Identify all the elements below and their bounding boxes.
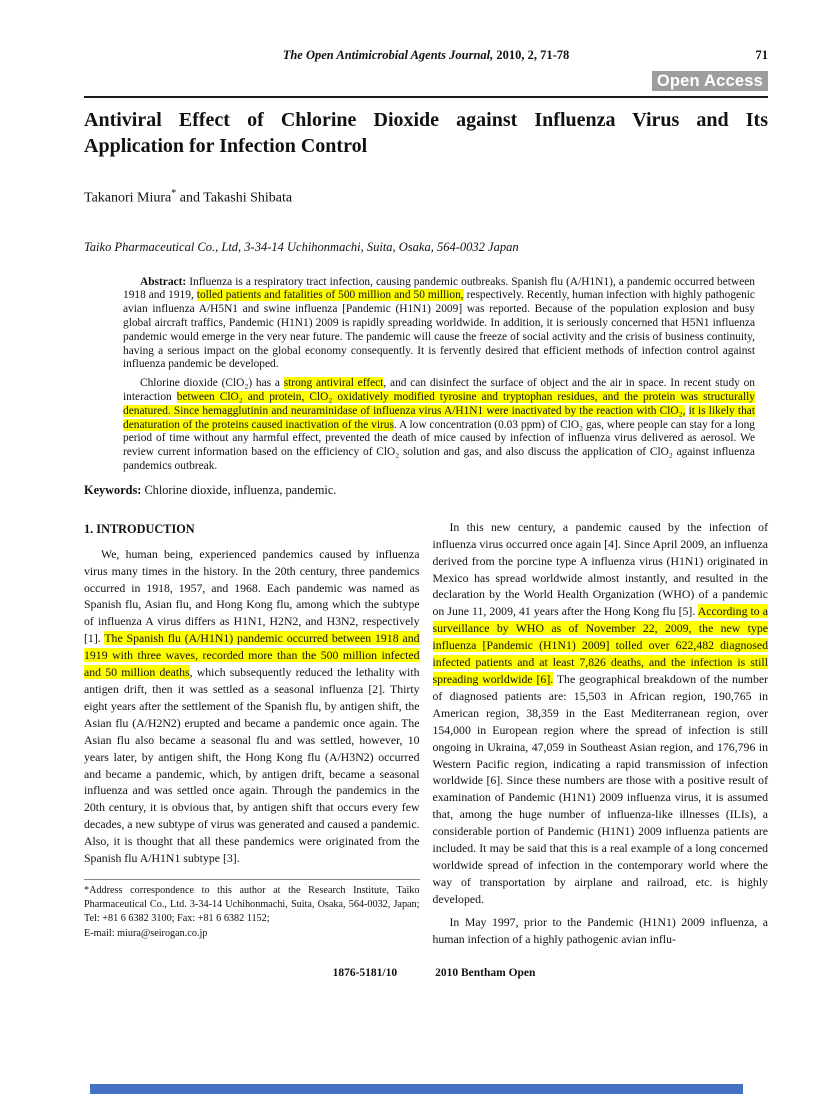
body-text: . A low concentration (0.03 ppm) of ClO₂ gas, where people can stay for a long period of time without any harmful effect, prevented the death of mice caused by infection of influenza virus delivered as aerosol. We review current information based on the efficiency of ClO₂ solution and gas, and also discuss the application of ClO₂ against influenza pandemics outbreak.: [123, 418, 755, 473]
body-text: Chlorine dioxide (ClO₂) has a: [140, 377, 284, 390]
header-rule: [84, 96, 768, 98]
highlighted-text: According to a surveillance by WHO as of November 22, 2009, the new type influenza [Pandemic (H1N1) 2009] tolled over 622,482 diagnosed infected patients and at least 7,826 deaths, and the infection is still spreading worldwide [6].: [432, 604, 768, 686]
body-text: , which subsequently reduced the lethality with antigen drift, then it was settled as a seasonal influenza [2]. Thirty eight years after the settlement of the Spanish flu, by antigen shift, the Asian flu (A/H2N2) erupted and became a pandemic once again. The Asian flu also became a seasonal flu and was settled, however, 10 years later, by antigen shift, the Hong Kong flu (A/H3N2) occurred and became a pandemic, which, by antigen drift, became a seasonal influenza and was settled once again. Through the pandemics in the 20th century, it is obvious that, by antigen shift that occurs every few decades, a new subtype of virus was generated and caused a pandemic. Also, it is thought that all these pandemics were originated from the Spanish flu A/H1N1 subtype [3].: [84, 665, 420, 866]
right-paragraph-1: [433, 519, 769, 908]
author-name: Takanori Miura: [84, 190, 172, 206]
correspondence-footnote: [84, 879, 420, 941]
author-rest: and Takashi Shibata: [176, 190, 293, 206]
footer-accent-bar: [90, 1084, 743, 1094]
page-number: 71: [755, 48, 768, 62]
open-access-row: [84, 71, 768, 93]
page-footer: [84, 967, 768, 979]
two-column-body: [84, 519, 768, 954]
highlighted-text: strong antiviral effect: [283, 377, 384, 390]
journal-volume-pages: 2010, 2, 71-78: [493, 48, 570, 62]
right-paragraph-2: In May 1997, prior to the Pandemic (H1N1) 2009 influenza, a human infection of a highly pathogenic avian influ-: [432, 914, 768, 946]
article-title-line2: Application for Infection Control: [84, 135, 368, 157]
correspondence-text: *Address correspondence to this author at the Research Institute, Taiko Pharmaceutical Co., Ltd. 3-34-14 Uchihonmachi, Suita, Osaka, 564-0032, Japan; Tel: +81 6 6382 3100; Fax: +81 6 6382 1152;: [84, 884, 420, 925]
body-text: Influenza is a respiratory tract infection, causing pandemic outbreaks. Spanish flu (A/H1N1), a pandemic occurred between 1918 and 1919,: [123, 275, 755, 302]
journal-name: The Open Antimicrobial Agents Journal,: [282, 48, 494, 62]
open-access-badge: Open Access: [652, 71, 768, 91]
abstract-block: [123, 276, 755, 474]
abstract-paragraph-2: [123, 377, 755, 474]
keywords-label: Keywords:: [84, 482, 142, 497]
highlighted-text: The Spanish flu (A/H1N1) pandemic occurred between 1918 and 1919 with three waves, recorded more than the 500 million infected and 50 million deaths: [84, 631, 420, 680]
body-text: respectively. Recently, human infection with highly pathogenic avian influenza A/H5N1 and swine influenza [Pandemic (H1N1) 2009] was reported. Because of the population explosion and busy global aircraft traffics, Pandemic (H1N1) 2009 is rapidly spreading worldwide. In addition, it is seriously concerned that H5N1 influenza pandemic would emerge in the very near future. The pandemic will cause the freeze of social activity and the crisis of business continuity, having a serious impact on the global economy consequently. It is fervently desired that efficient methods of infection control against influenza pandemic be developed.: [123, 289, 755, 371]
body-text: We, human being, experienced pandemics caused by influenza virus many times in the history. In the 20th century, three pandemics occurred in 1918, 1957, and 1968. Each pandemic was named as Spanish flu, Asian flu, and Hong Kong flu, among which the subtype of influenza A virus differs as H1N1, H2N2, and H3N2, respectively [1].: [84, 546, 420, 646]
left-column: [84, 519, 420, 954]
footer-copyright: 2010 Bentham Open: [435, 967, 536, 980]
keywords-text: Chlorine dioxide, influenza, pandemic.: [141, 482, 337, 497]
body-text: The geographical breakdown of the number of diagnosed patients are: 15,503 in African region, 190,765 in American region, 38,359 in the East Mediterranean region, over 154,000 in European region where the spread of infection is still ongoing in Ukraina, 47,059 in Southeast Asian region, and 176,796 in Western Pacific region, indicating a rapid transmission of infection worldwide [6]. Since these numbers are those with a positive result of examination of Pandemic (H1N1) 2009 influenza virus, it is assumed that, among the huge number of influenza-like illnesses (ILIs), a considerable portion of Pandemic (H1N1) 2009 influenza patients are included. It may be said that this is a real example of a long concerned worldwide spread of infection in the contemporary world where the way of transportation by airplane and railroad, etc. is highly developed.: [432, 671, 769, 906]
abstract-paragraph-1: [123, 276, 755, 373]
journal-citation: [283, 48, 570, 62]
body-text: In this new century, a pandemic caused by the infection of influenza virus occurred once again [4]. Since April 2009, an influenza derived from the porcine type A influenza virus (H1N1) originated in Mexico has spread worldwide almost instantly, and resulted in the declaration by the World Health Organization (WHO) of a pandemic on June 11, 2009, 41 years after the Hong Kong flu [5].: [432, 519, 768, 619]
paper-page: [0, 48, 814, 979]
abstract-paragraph-1-text: [123, 276, 755, 371]
article-title: [84, 107, 768, 159]
intro-heading: 1. INTRODUCTION: [84, 521, 195, 536]
abstract-label: Abstract:: [140, 275, 190, 288]
abstract-paragraph-2-text: [123, 377, 755, 472]
correspondence-email: E-mail: miura@seirogan.co.jp: [84, 927, 208, 939]
keywords-line: [84, 483, 768, 498]
author-asterisk: *: [171, 188, 177, 199]
right-column: [433, 519, 769, 954]
intro-paragraph: [84, 546, 420, 867]
journal-header: [84, 48, 768, 63]
highlighted-text: between ClO₂ and protein, ClO₂ oxidatively modified tyrosine and tryptophan residues, and the protein was structurally denatured. Since hemagglutinin and neuraminidase of influenza virus A/H1N1 were inactivated by the reaction with ClO₂,: [123, 391, 755, 417]
highlighted-text: it is likely that denaturation of the proteins caused inactivation of the virus: [123, 404, 755, 431]
affiliation: Taiko Pharmaceutical Co., Ltd, 3-34-14 Uchihonmachi, Suita, Osaka, 564-0032 Japan: [84, 239, 519, 254]
highlighted-text: tolled patients and fatalities of 500 million and 50 million,: [196, 289, 464, 302]
authors-line: [84, 188, 768, 207]
footer-issn: 1876-5181/10: [332, 967, 398, 980]
article-title-line1: Antiviral Effect of Chlorine Dioxide against Influenza Virus and Its: [84, 109, 768, 131]
body-text: , and can disinfect the surface of object and the air in space. In recent study on interaction: [123, 377, 756, 404]
